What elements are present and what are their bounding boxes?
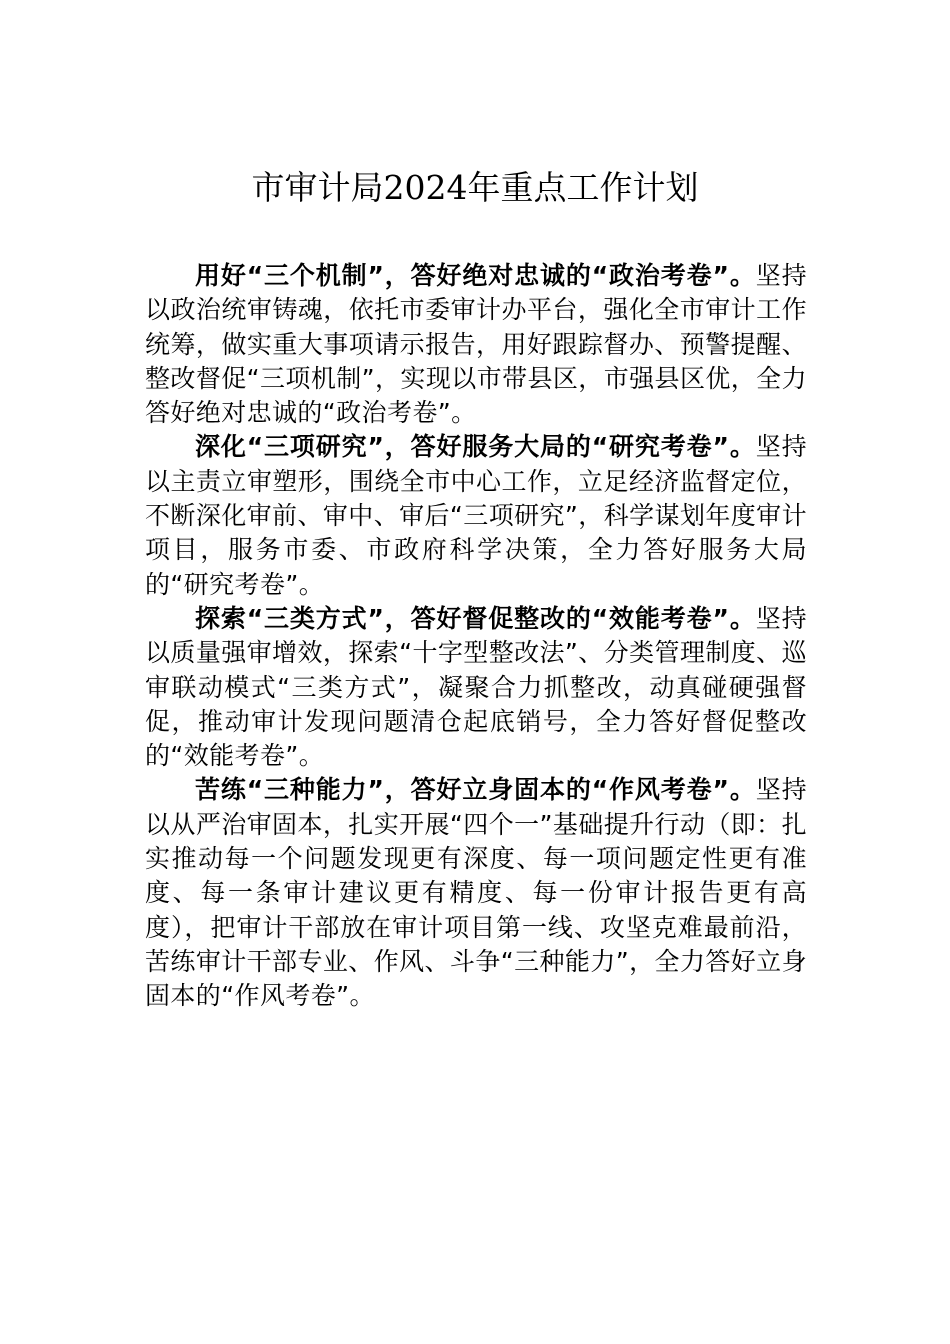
document-title: 市审计局2024年重点工作计划 — [251, 168, 699, 207]
paragraph-heading: 探索“三类方式”，答好督促整改的“效能考卷”。 — [195, 603, 756, 633]
paragraph-body: 坚持以质量强审增效，探索“十字型整改法”、分类管理制度、巡审联动模式“三类方式”，凝聚合力抓整改，动真碰硬强督促，推动审计发现问题清仓起底销号，全力答好督促整改的“效能考卷”。 — [145, 603, 807, 771]
paragraph-political-exam — [145, 259, 807, 430]
paragraph-heading: 苦练“三种能力”，答好立身固本的“作风考卷”。 — [195, 775, 756, 805]
paragraph-body: 坚持以政治统审铸魂，依托市委审计办平台，强化全市审计工作统筹，做实重大事项请示报告，用好跟踪督办、预警提醒、整改督促“三项机制”，实现以市带县区，市强县区优，全力答好绝对忠诚的“政治考卷”。 — [145, 261, 807, 428]
paragraph-heading: 用好“三个机制”，答好绝对忠诚的“政治考卷”。 — [195, 261, 756, 290]
paragraph-research-exam — [145, 430, 807, 601]
document-body — [145, 259, 807, 1014]
paragraph-style-exam — [145, 773, 807, 1013]
paragraph-efficiency-exam — [145, 602, 807, 773]
paragraph-body: 坚持以从严治审固本，扎实开展“四个一”基础提升行动（即：扎实推动每一个问题发现更有深度、每一项问题定性更有准度、每一条审计建议更有精度、每一份审计报告更有高度），把审计干部放在审计项目第一线、攻坚克难最前沿，苦练审计干部专业、作风、斗争“三种能力”，全力答好立身固本的“作风考卷”。 — [145, 775, 807, 1011]
paragraph-body: 坚持以主责立审塑形，围绕全市中心工作，立足经济监督定位，不断深化审前、审中、审后“三项研究”，科学谋划年度审计项目，服务市委、市政府科学决策，全力答好服务大局的“研究考卷”。 — [145, 432, 807, 599]
paragraph-heading: 深化“三项研究”，答好服务大局的“研究考卷”。 — [195, 432, 756, 462]
